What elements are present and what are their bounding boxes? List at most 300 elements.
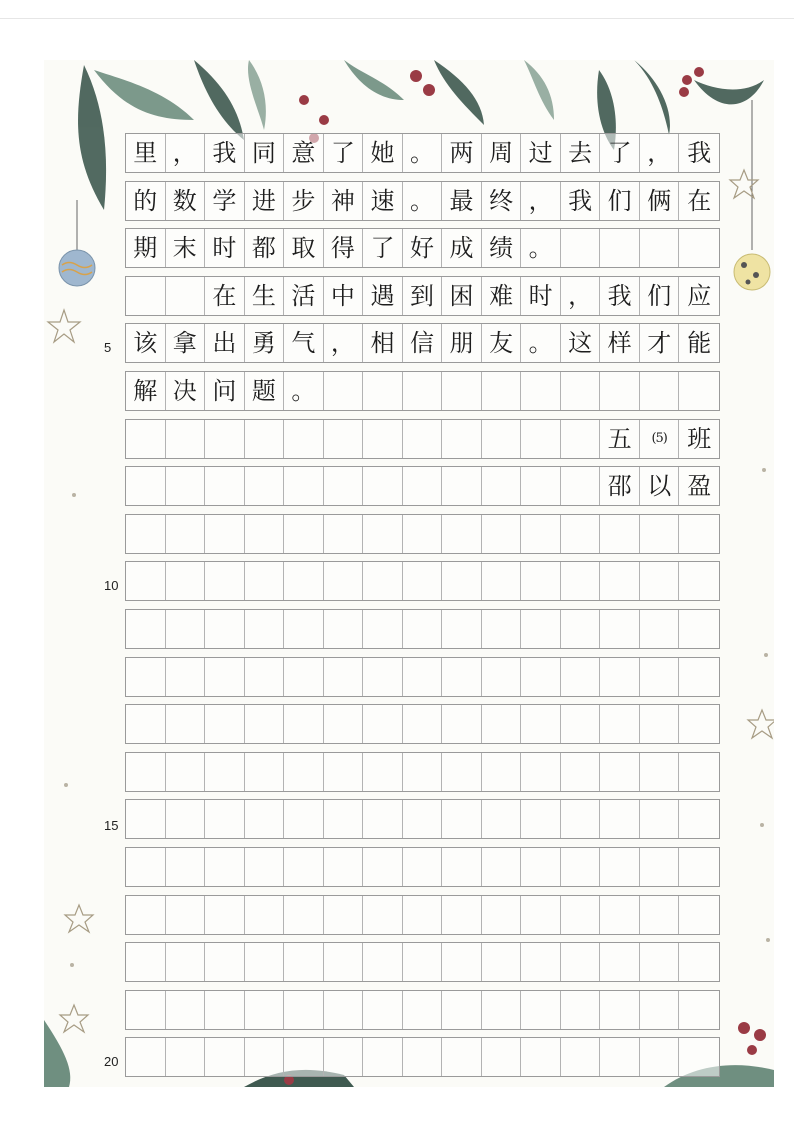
grid-cell (482, 848, 522, 886)
grid-cell: 生 (245, 277, 285, 315)
grid-cell (324, 610, 364, 648)
grid-cell: 意 (284, 134, 324, 172)
grid-cell (284, 515, 324, 553)
grid-cell: 时 (205, 229, 245, 267)
grid-cell: 我 (687, 139, 712, 167)
grid-cell (403, 1038, 443, 1076)
grid-cell (205, 705, 245, 743)
grid-cell (679, 610, 719, 648)
grid-cell: 数 (166, 182, 206, 220)
grid-cell (521, 848, 561, 886)
grid-row (125, 276, 720, 316)
grid-cell: ， (324, 324, 364, 362)
grid-cell (166, 277, 206, 315)
grid-cell (521, 896, 561, 934)
grid-cell (324, 848, 364, 886)
line-number-10: 10 (104, 578, 119, 593)
grid-cell (126, 848, 166, 886)
grid-cell: 在 (687, 186, 712, 215)
grid-cell (363, 610, 403, 648)
grid-cell (284, 943, 324, 981)
grid-cell: 气 (284, 324, 324, 362)
grid-cell (679, 848, 719, 886)
grid-cell (679, 1038, 719, 1076)
grid-cell (521, 562, 561, 600)
grid-cell (561, 848, 601, 886)
grid-cell: 最 (442, 182, 482, 220)
grid-cell (561, 705, 601, 743)
grid-cell (640, 1038, 680, 1076)
grid-row (125, 990, 720, 1030)
grid-cell: 学 (205, 182, 245, 220)
grid-cell: 勇 (245, 324, 285, 362)
grid-cell (245, 705, 285, 743)
grid-cell (363, 753, 403, 791)
grid-cell (561, 896, 601, 934)
grid-row (125, 514, 720, 554)
grid-cell (679, 705, 719, 743)
grid-cell: 了 (363, 229, 403, 267)
grid-cell: 们 (640, 277, 680, 315)
grid-cell (640, 896, 680, 934)
grid-cell (363, 991, 403, 1029)
grid-cell (561, 991, 601, 1029)
grid-cell (126, 991, 166, 1029)
grid-cell (245, 753, 285, 791)
grid-cell: 我 (561, 182, 601, 220)
grid-cell: 决 (166, 372, 206, 410)
grid-cell: 都 (245, 229, 285, 267)
grid-cell: (5) (640, 420, 680, 458)
grid-cell (600, 896, 640, 934)
grid-cell (600, 991, 640, 1029)
line-number-5: 5 (104, 340, 112, 355)
grid-cell (521, 515, 561, 553)
grid-cell (561, 1038, 601, 1076)
grid-cell (600, 848, 640, 886)
grid-cell (442, 943, 482, 981)
grid-cell: 末 (166, 229, 206, 267)
grid-cell (679, 562, 719, 600)
grid-row (125, 228, 720, 268)
grid-cell (324, 800, 364, 838)
grid-cell (284, 896, 324, 934)
grid-cell (403, 943, 443, 981)
grid-cell: 信 (403, 324, 443, 362)
grid-cell (600, 658, 640, 696)
grid-cell (205, 896, 245, 934)
grid-cell (403, 705, 443, 743)
grid-cell: 困 (442, 277, 482, 315)
grid-cell: 班 (687, 424, 712, 453)
grid-cell (442, 420, 482, 458)
grid-cell (403, 658, 443, 696)
grid-cell: ， (561, 277, 601, 315)
grid-cell (442, 372, 482, 410)
grid-cell (363, 467, 403, 505)
grid-cell (442, 705, 482, 743)
grid-cell: 两 (442, 134, 482, 172)
grid-cell (482, 658, 522, 696)
grid-cell (600, 610, 640, 648)
grid-cell (442, 515, 482, 553)
grid-cell (126, 467, 166, 505)
scan-edge-line (0, 18, 794, 19)
grid-cell (245, 848, 285, 886)
grid-cell (245, 467, 285, 505)
grid-cell (561, 372, 601, 410)
ornament-blue (59, 250, 95, 286)
grid-cell: 盈 (687, 472, 712, 501)
grid-cell: 能 (687, 329, 712, 358)
grid-cell (205, 848, 245, 886)
grid-cell (403, 515, 443, 553)
grid-cell (126, 1038, 166, 1076)
grid-cell: 解 (126, 372, 166, 410)
grid-cell (284, 658, 324, 696)
grid-cell (126, 277, 166, 315)
grid-cell: 了 (600, 134, 640, 172)
grid-cell (324, 991, 364, 1029)
grid-cell (166, 753, 206, 791)
grid-cell: 取 (284, 229, 324, 267)
grid-cell (166, 800, 206, 838)
grid-cell: 进 (245, 182, 285, 220)
grid-cell: 样 (600, 324, 640, 362)
grid-cell (205, 562, 245, 600)
grid-cell: 成 (442, 229, 482, 267)
grid-cell (126, 896, 166, 934)
grid-cell (403, 467, 443, 505)
grid-cell: 过 (521, 134, 561, 172)
grid-cell (284, 467, 324, 505)
grid-cell (403, 372, 443, 410)
grid-cell (284, 753, 324, 791)
grid-cell (245, 658, 285, 696)
grid-cell: 中 (324, 277, 364, 315)
grid-cell: 得 (324, 229, 364, 267)
grid-cell (521, 467, 561, 505)
grid-cell (561, 515, 601, 553)
grid-row (125, 799, 720, 839)
grid-cell (363, 372, 403, 410)
grid-cell (363, 1038, 403, 1076)
grid-cell (403, 753, 443, 791)
grid-cell (363, 896, 403, 934)
grid-cell (284, 610, 324, 648)
grid-cell (482, 562, 522, 600)
grid-cell (363, 800, 403, 838)
grid-cell (166, 562, 206, 600)
grid-cell (126, 515, 166, 553)
grid-cell (363, 658, 403, 696)
grid-row (125, 466, 720, 506)
grid-cell (442, 896, 482, 934)
grid-cell (245, 515, 285, 553)
grid-cell: 遇 (363, 277, 403, 315)
grid-cell (640, 562, 680, 600)
grid-cell (521, 753, 561, 791)
grid-cell: ， (166, 134, 206, 172)
grid-cell (166, 658, 206, 696)
grid-cell (482, 467, 522, 505)
grid-cell: 们 (600, 182, 640, 220)
grid-cell (166, 991, 206, 1029)
grid-cell (482, 515, 522, 553)
grid-cell (600, 372, 640, 410)
grid-cell (284, 562, 324, 600)
grid-cell: 该 (126, 324, 166, 362)
grid-cell: 好 (403, 229, 443, 267)
grid-cell (126, 562, 166, 600)
grid-cell (442, 610, 482, 648)
grid-cell (205, 420, 245, 458)
grid-cell: 时 (521, 277, 561, 315)
grid-cell: 神 (324, 182, 364, 220)
grid-cell (126, 753, 166, 791)
grid-cell (245, 420, 285, 458)
grid-row (125, 752, 720, 792)
grid-cell (324, 705, 364, 743)
grid-cell (284, 705, 324, 743)
grid-cell (324, 515, 364, 553)
grid-cell (205, 515, 245, 553)
grid-cell (403, 610, 443, 648)
grid-cell (205, 467, 245, 505)
grid-cell: 她 (363, 134, 403, 172)
grid-cell (324, 658, 364, 696)
grid-row (125, 133, 720, 173)
grid-cell (640, 610, 680, 648)
grid-cell (561, 420, 601, 458)
grid-cell: ， (640, 134, 680, 172)
grid-cell (363, 848, 403, 886)
grid-cell (324, 372, 364, 410)
grid-cell: 速 (363, 182, 403, 220)
grid-cell (521, 800, 561, 838)
grid-cell (600, 705, 640, 743)
grid-cell (166, 705, 206, 743)
grid-cell (442, 1038, 482, 1076)
grid-cell (205, 991, 245, 1029)
grid-cell (284, 800, 324, 838)
grid-cell (482, 610, 522, 648)
grid-cell (324, 420, 364, 458)
grid-cell (245, 991, 285, 1029)
grid-cell (561, 229, 601, 267)
grid-cell (166, 610, 206, 648)
grid-cell (679, 753, 719, 791)
grid-cell: 出 (205, 324, 245, 362)
grid-cell (126, 658, 166, 696)
line-number-15: 15 (104, 818, 119, 833)
grid-cell: 的 (126, 182, 166, 220)
grid-cell: 周 (482, 134, 522, 172)
grid-cell (482, 420, 522, 458)
grid-cell: 问 (205, 372, 245, 410)
grid-cell (166, 467, 206, 505)
grid-cell (363, 943, 403, 981)
grid-cell: ， (521, 182, 561, 220)
grid-cell (679, 658, 719, 696)
grid-cell (600, 229, 640, 267)
grid-cell (640, 800, 680, 838)
grid-cell (324, 1038, 364, 1076)
grid-cell (245, 610, 285, 648)
grid-cell (561, 943, 601, 981)
grid-cell (640, 943, 680, 981)
grid-row (125, 371, 720, 411)
grid-cell (600, 515, 640, 553)
grid-cell (640, 705, 680, 743)
ornament-yellow (734, 254, 770, 290)
grid-cell: 。 (403, 134, 443, 172)
grid-cell: 了 (324, 134, 364, 172)
grid-row (125, 1037, 720, 1077)
grid-cell (482, 753, 522, 791)
grid-cell (403, 848, 443, 886)
grid-cell: 步 (284, 182, 324, 220)
grid-cell (561, 753, 601, 791)
grid-cell (679, 991, 719, 1029)
grid-cell (600, 562, 640, 600)
grid-cell (679, 896, 719, 934)
grid-cell (561, 562, 601, 600)
grid-cell (521, 658, 561, 696)
grid-cell (521, 372, 561, 410)
grid-cell (284, 1038, 324, 1076)
grid-cell (640, 848, 680, 886)
grid-cell (679, 943, 719, 981)
grid-cell (403, 896, 443, 934)
grid-cell (205, 1038, 245, 1076)
grid-row (125, 847, 720, 887)
grid-cell (284, 848, 324, 886)
grid-cell (442, 753, 482, 791)
grid-cell (205, 610, 245, 648)
grid-cell: 活 (284, 277, 324, 315)
grid-row (125, 181, 720, 221)
grid-cell: 才 (640, 324, 680, 362)
grid-cell: 友 (482, 324, 522, 362)
grid-cell (482, 372, 522, 410)
grid-cell: 我 (205, 134, 245, 172)
grid-cell: 在 (205, 277, 245, 315)
grid-cell (442, 848, 482, 886)
grid-cell: 里 (126, 134, 166, 172)
grid-cell (205, 753, 245, 791)
grid-cell (482, 1038, 522, 1076)
grid-cell (363, 562, 403, 600)
grid-cell: 拿 (166, 324, 206, 362)
grid-cell (205, 658, 245, 696)
grid-cell: 我 (600, 277, 640, 315)
grid-cell: 绩 (482, 229, 522, 267)
grid-cell: 朋 (442, 324, 482, 362)
grid-cell (442, 991, 482, 1029)
grid-cell (600, 800, 640, 838)
grid-cell (245, 800, 285, 838)
grid-cell (561, 610, 601, 648)
grid-cell (442, 800, 482, 838)
grid-cell (640, 372, 680, 410)
grid-row (125, 323, 720, 363)
grid-cell (442, 467, 482, 505)
grid-cell (245, 1038, 285, 1076)
grid-cell (482, 705, 522, 743)
grid-cell (284, 991, 324, 1029)
grid-cell (205, 943, 245, 981)
grid-cell (403, 991, 443, 1029)
grid-cell (679, 515, 719, 553)
grid-cell (521, 1038, 561, 1076)
grid-cell: 这 (561, 324, 601, 362)
grid-cell: 以 (640, 467, 680, 505)
grid-cell: 。 (521, 229, 561, 267)
grid-cell (403, 420, 443, 458)
grid-cell: 俩 (640, 182, 680, 220)
grid-cell (403, 800, 443, 838)
grid-cell (126, 943, 166, 981)
grid-cell (245, 562, 285, 600)
grid-cell (166, 848, 206, 886)
grid-cell: 相 (363, 324, 403, 362)
grid-cell (403, 562, 443, 600)
grid-cell (561, 467, 601, 505)
grid-cell (640, 991, 680, 1029)
grid-cell: 。 (284, 372, 324, 410)
grid-cell (679, 372, 719, 410)
grid-cell (521, 943, 561, 981)
grid-cell: 去 (561, 134, 601, 172)
grid-cell: 到 (403, 277, 443, 315)
grid-cell: 邵 (600, 467, 640, 505)
grid-cell (126, 705, 166, 743)
grid-cell (166, 943, 206, 981)
grid-cell (640, 515, 680, 553)
grid-cell (363, 705, 403, 743)
grid-cell (600, 1038, 640, 1076)
grid-cell (561, 658, 601, 696)
grid-row (125, 895, 720, 935)
grid-cell (324, 896, 364, 934)
grid-cell (521, 705, 561, 743)
grid-cell (640, 658, 680, 696)
grid-cell (482, 896, 522, 934)
grid-cell (521, 420, 561, 458)
grid-cell: 五 (600, 420, 640, 458)
grid-cell (363, 515, 403, 553)
grid-cell (284, 420, 324, 458)
grid-cell (640, 229, 680, 267)
grid-cell (482, 800, 522, 838)
grid-cell: 。 (403, 182, 443, 220)
grid-cell (521, 610, 561, 648)
grid-cell: 期 (126, 229, 166, 267)
grid-cell: 难 (482, 277, 522, 315)
grid-cell (245, 943, 285, 981)
grid-cell (600, 943, 640, 981)
grid-cell (442, 562, 482, 600)
grid-cell (324, 467, 364, 505)
grid-cell (126, 800, 166, 838)
grid-cell (126, 610, 166, 648)
grid-row (125, 704, 720, 744)
grid-cell (166, 1038, 206, 1076)
grid-row (125, 657, 720, 697)
grid-cell: 。 (521, 324, 561, 362)
grid-cell (442, 658, 482, 696)
